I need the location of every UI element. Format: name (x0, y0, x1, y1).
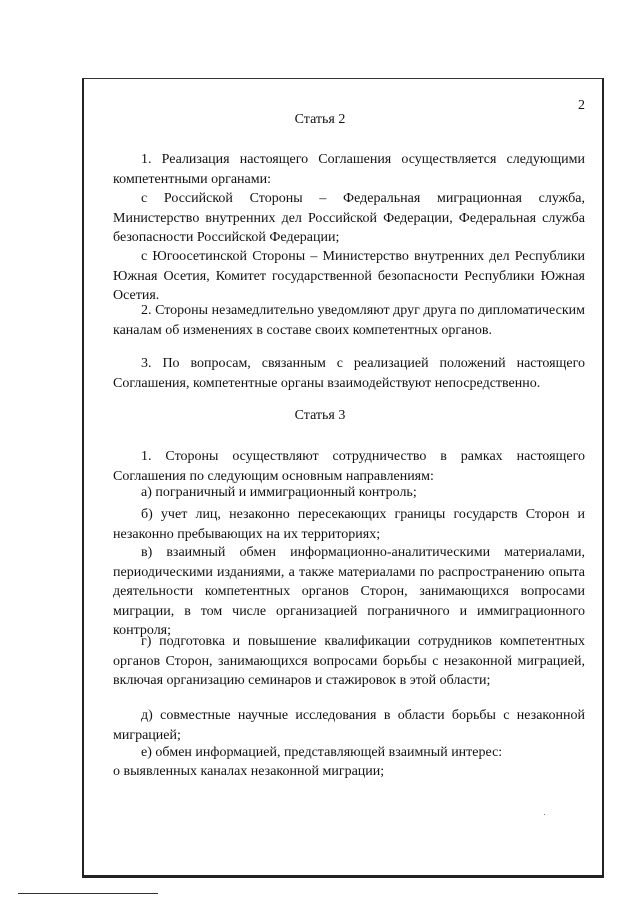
footer-rule (18, 893, 158, 894)
article-3-item-f: е) обмен информацией, представляющей взаимный интерес: (141, 745, 503, 760)
article-3-item-c: в) взаимный обмен информационно-аналитическими материалами, периодическими изданиями, а также материалами по распространению опыта деятельности компетентных органов Сторон, занимающихся вопросами миграции, в том числе организацией пограничного и иммиграционного контроля; (113, 545, 585, 638)
article-2-paragraph-2: 2. Стороны незамедлительно уведомляют друг друга по дипломатическим каналам об изменениях в составе своих компетентных органов. (113, 303, 585, 338)
article-3-item-e: д) совместные научные исследования в области борьбы с незаконной миграцией; (113, 708, 585, 743)
article-3-item-a: а) пограничный и иммиграционный контроль; (141, 485, 417, 500)
article-3-paragraph-1: 1. Стороны осуществляют сотрудничество в рамках настоящего Соглашения по следующим основным направлениям: (113, 449, 585, 484)
article-3-title: Статья 3 (294, 408, 346, 423)
article-2-paragraph-1: 1. Реализация настоящего Соглашения осуществляется следующими компетентными органами: (113, 152, 585, 187)
page-number: 2 (578, 98, 585, 113)
article-3-item-f-sub: о выявленных каналах незаконной миграции; (113, 764, 385, 779)
article-2-south-ossetian-side: с Югоосетинской Стороны – Министерство внутренних дел Республики Южная Осетия, Комитет государственной безопасности Республики Южная Осетия. (113, 249, 585, 303)
article-3-item-d: г) подготовка и повышение квалификации сотрудников компетентных органов Сторон, занимающихся вопросами борьбы с незаконной миграцией, включая организацию семинаров и стажировок в этой области; (113, 634, 585, 688)
article-3-item-b: б) учет лиц, незаконно пересекающих границы государств Сторон и незаконно пребывающих на их территориях; (113, 507, 585, 542)
article-2-title: Статья 2 (294, 112, 346, 127)
scan-speck (544, 814, 545, 815)
article-2-paragraph-3: 3. По вопросам, связанным с реализацией положений настоящего Соглашения, компетентные органы взаимодействуют непосредственно. (113, 356, 585, 391)
article-2-russian-side: с Российской Стороны – Федеральная миграционная служба, Министерство внутренних дел Российской Федерации, Федеральная служба безопасности Российской Федерации; (113, 191, 585, 245)
